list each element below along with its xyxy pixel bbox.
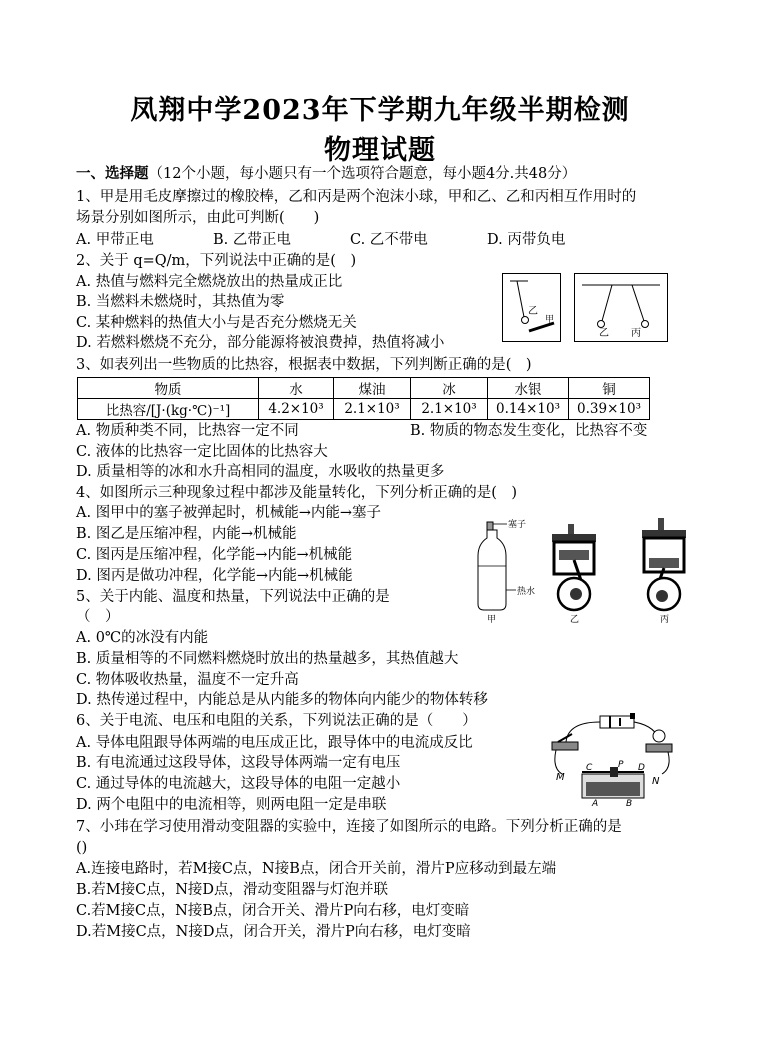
table-header-cell: 水银: [488, 378, 569, 399]
table-cell: 4.2×10³: [259, 399, 334, 420]
q4-engine-yi: [552, 524, 596, 624]
q7-option-a: A.连接电路时，若M接C点，N接B点，闭合开关前，滑片P应移动到最左端: [76, 861, 557, 877]
q5-option-c: C. 物体吸收热量，温度不一定升高: [76, 672, 299, 688]
q2-option-d: D. 若燃料燃烧不充分，部分能源将被浪费掉，热值将减小: [76, 335, 445, 351]
q3-option-a: A. 物质种类不同，比热容一定不同: [76, 423, 299, 439]
q1-fig-label-bing: 丙: [631, 328, 641, 339]
q3-specific-heat-table: [77, 377, 650, 420]
q2-option-a: A. 热值与燃料完全燃烧放出的热量成正比: [76, 274, 343, 290]
q7-fig-label-n: N: [652, 776, 660, 787]
q1-option-a: A. 甲带正电: [76, 232, 154, 248]
q4-fig-label-reshui: 热水: [517, 587, 536, 597]
q4-fig-label-yi: 乙: [570, 615, 580, 624]
q7-stem-line2: (): [76, 840, 88, 856]
q1-option-d: D. 丙带负电: [487, 232, 566, 248]
q4-option-a: A. 图甲中的塞子被弹起时，机械能→内能→塞子: [76, 505, 381, 521]
q4-fig-label-bing: 丙: [660, 615, 670, 624]
table-cell: 比热容/[J·(kg·℃)⁻¹]: [78, 399, 259, 420]
q1-figure-charged-balls: [502, 273, 668, 343]
q3-option-c: C. 液体的比热容一定比固体的比热容大: [76, 444, 328, 460]
q4-option-b: B. 图乙是压缩冲程，内能→机械能: [76, 526, 297, 542]
q6-option-d: D. 两个电阻中的电流相等，则两电阻一定是串联: [76, 797, 387, 813]
q1-stem-line1: 1、甲是用毛皮摩擦过的橡胶棒，乙和丙是两个泡沫小球，甲和乙、乙和丙相互作用时的: [76, 189, 637, 205]
q7-fig-label-d: D: [638, 763, 645, 773]
q7-fig-label-b: B: [626, 799, 633, 808]
q5-stem-line2: （ ）: [76, 609, 120, 625]
q1-option-c: C. 乙不带电: [350, 232, 428, 248]
q7-option-c: C.若M接C点，N接B点，闭合开关、滑片P向右移，电灯变暗: [76, 903, 470, 919]
q1-fig-label-yi2: 乙: [599, 328, 609, 339]
q3-stem: 3、如表列出一些物质的比热容，根据表中数据，下列判断正确的是( ): [76, 357, 532, 373]
q1-fig-label-yi: 乙: [528, 306, 538, 317]
q4-engine-bing: [642, 518, 686, 624]
q7-fig-label-c: C: [586, 763, 593, 773]
q6-option-c: C. 通过导体的电流越大，这段导体的电阻一定越小: [76, 776, 401, 792]
table-header-cell: 物质: [78, 378, 259, 399]
q5-stem-line1: 5、关于内能、温度和热量，下列说法中正确的是: [76, 589, 390, 605]
q6-option-a: A. 导体电阻跟导体两端的电压成正比，跟导体中的电流成反比: [76, 735, 473, 751]
q7-fig-label-m: M: [556, 772, 565, 783]
q2-stem: 2、关于 q=Q/m，下列说法中正确的是( ): [76, 253, 357, 269]
q4-fig-label-saizi: 塞子: [508, 520, 527, 530]
table-row: [78, 399, 650, 420]
q5-option-d: D. 热传递过程中，内能总是从内能多的物体向内能少的物体转移: [76, 692, 488, 708]
q7-figure-circuit: [548, 712, 680, 808]
q4-stem: 4、如图所示三种现象过程中都涉及能量转化，下列分析正确的是( ): [76, 485, 518, 501]
exam-title: 凤翔中学2023年下学期九年级半期检测: [130, 95, 630, 126]
q7-fig-label-a: A: [592, 799, 599, 808]
q1-fig-label-jia: 甲: [545, 315, 555, 325]
q4-option-d: D. 图丙是做功冲程，化学能→内能→机械能: [76, 568, 353, 584]
q7-option-b: B.若M接C点，N接D点，滑动变阻器与灯泡并联: [76, 882, 389, 898]
q3-options-ab: [76, 421, 647, 441]
table-cell: 2.1×10³: [334, 399, 411, 420]
q3-option-b: B. 物质的物态发生变化，比热容不变: [410, 423, 648, 439]
table-cell: 0.39×10³: [569, 399, 650, 420]
table-header-cell: 冰: [411, 378, 488, 399]
q4-option-c: C. 图丙是压缩冲程，化学能→内能→机械能: [76, 547, 353, 563]
q3-option-d: D. 质量相等的冰和水升高相同的温度，水吸收的热量更多: [76, 464, 445, 480]
section-header: [76, 164, 576, 184]
q1-stem-line2: 场景分别如图所示，由此可判断( ): [76, 210, 320, 226]
q6-stem: 6、关于电流、电压和电阻的关系，下列说法正确的是（ ）: [76, 713, 477, 729]
q7-stem-line1: 7、小玮在学习使用滑动变阻器的实验中，连接了如图所示的电路。下列分析正确的是: [76, 819, 622, 835]
q7-option-d: D.若M接C点，N接D点，闭合开关，滑片P向右移，电灯变暗: [76, 924, 471, 940]
table-header-cell: 煤油: [334, 378, 411, 399]
table-header-cell: 铜: [569, 378, 650, 399]
q5-option-b: B. 质量相等的不同燃料燃烧时放出的热量越多，其热值越大: [76, 651, 459, 667]
section-label: 一、选择题: [76, 165, 149, 182]
q6-option-b: B. 有电流通过这段导体，这段导体两端一定有电压: [76, 755, 401, 771]
q1-options: [76, 230, 565, 250]
table-cell: 0.14×10³: [488, 399, 569, 420]
exam-subtitle: 物理试题: [324, 135, 436, 166]
q1-option-b: B. 乙带正电: [213, 232, 291, 248]
table-header-row: [78, 378, 650, 399]
section-note: （12个小题，每小题只有一个选项符合题意，每小题4分.共48分）: [148, 166, 577, 182]
q5-option-a: A. 0℃的冰没有内能: [76, 630, 209, 646]
table-cell: 2.1×10³: [411, 399, 488, 420]
q4-figure-energy: [474, 514, 694, 624]
q4-fig-label-jia: 甲: [487, 615, 497, 624]
q2-option-b: B. 当燃料未燃烧时，其热值为零: [76, 294, 285, 310]
q7-fig-label-p: P: [618, 760, 624, 770]
table-header-cell: 水: [259, 378, 334, 399]
q2-option-c: C. 某种燃料的热值大小与是否充分燃烧无关: [76, 315, 357, 331]
